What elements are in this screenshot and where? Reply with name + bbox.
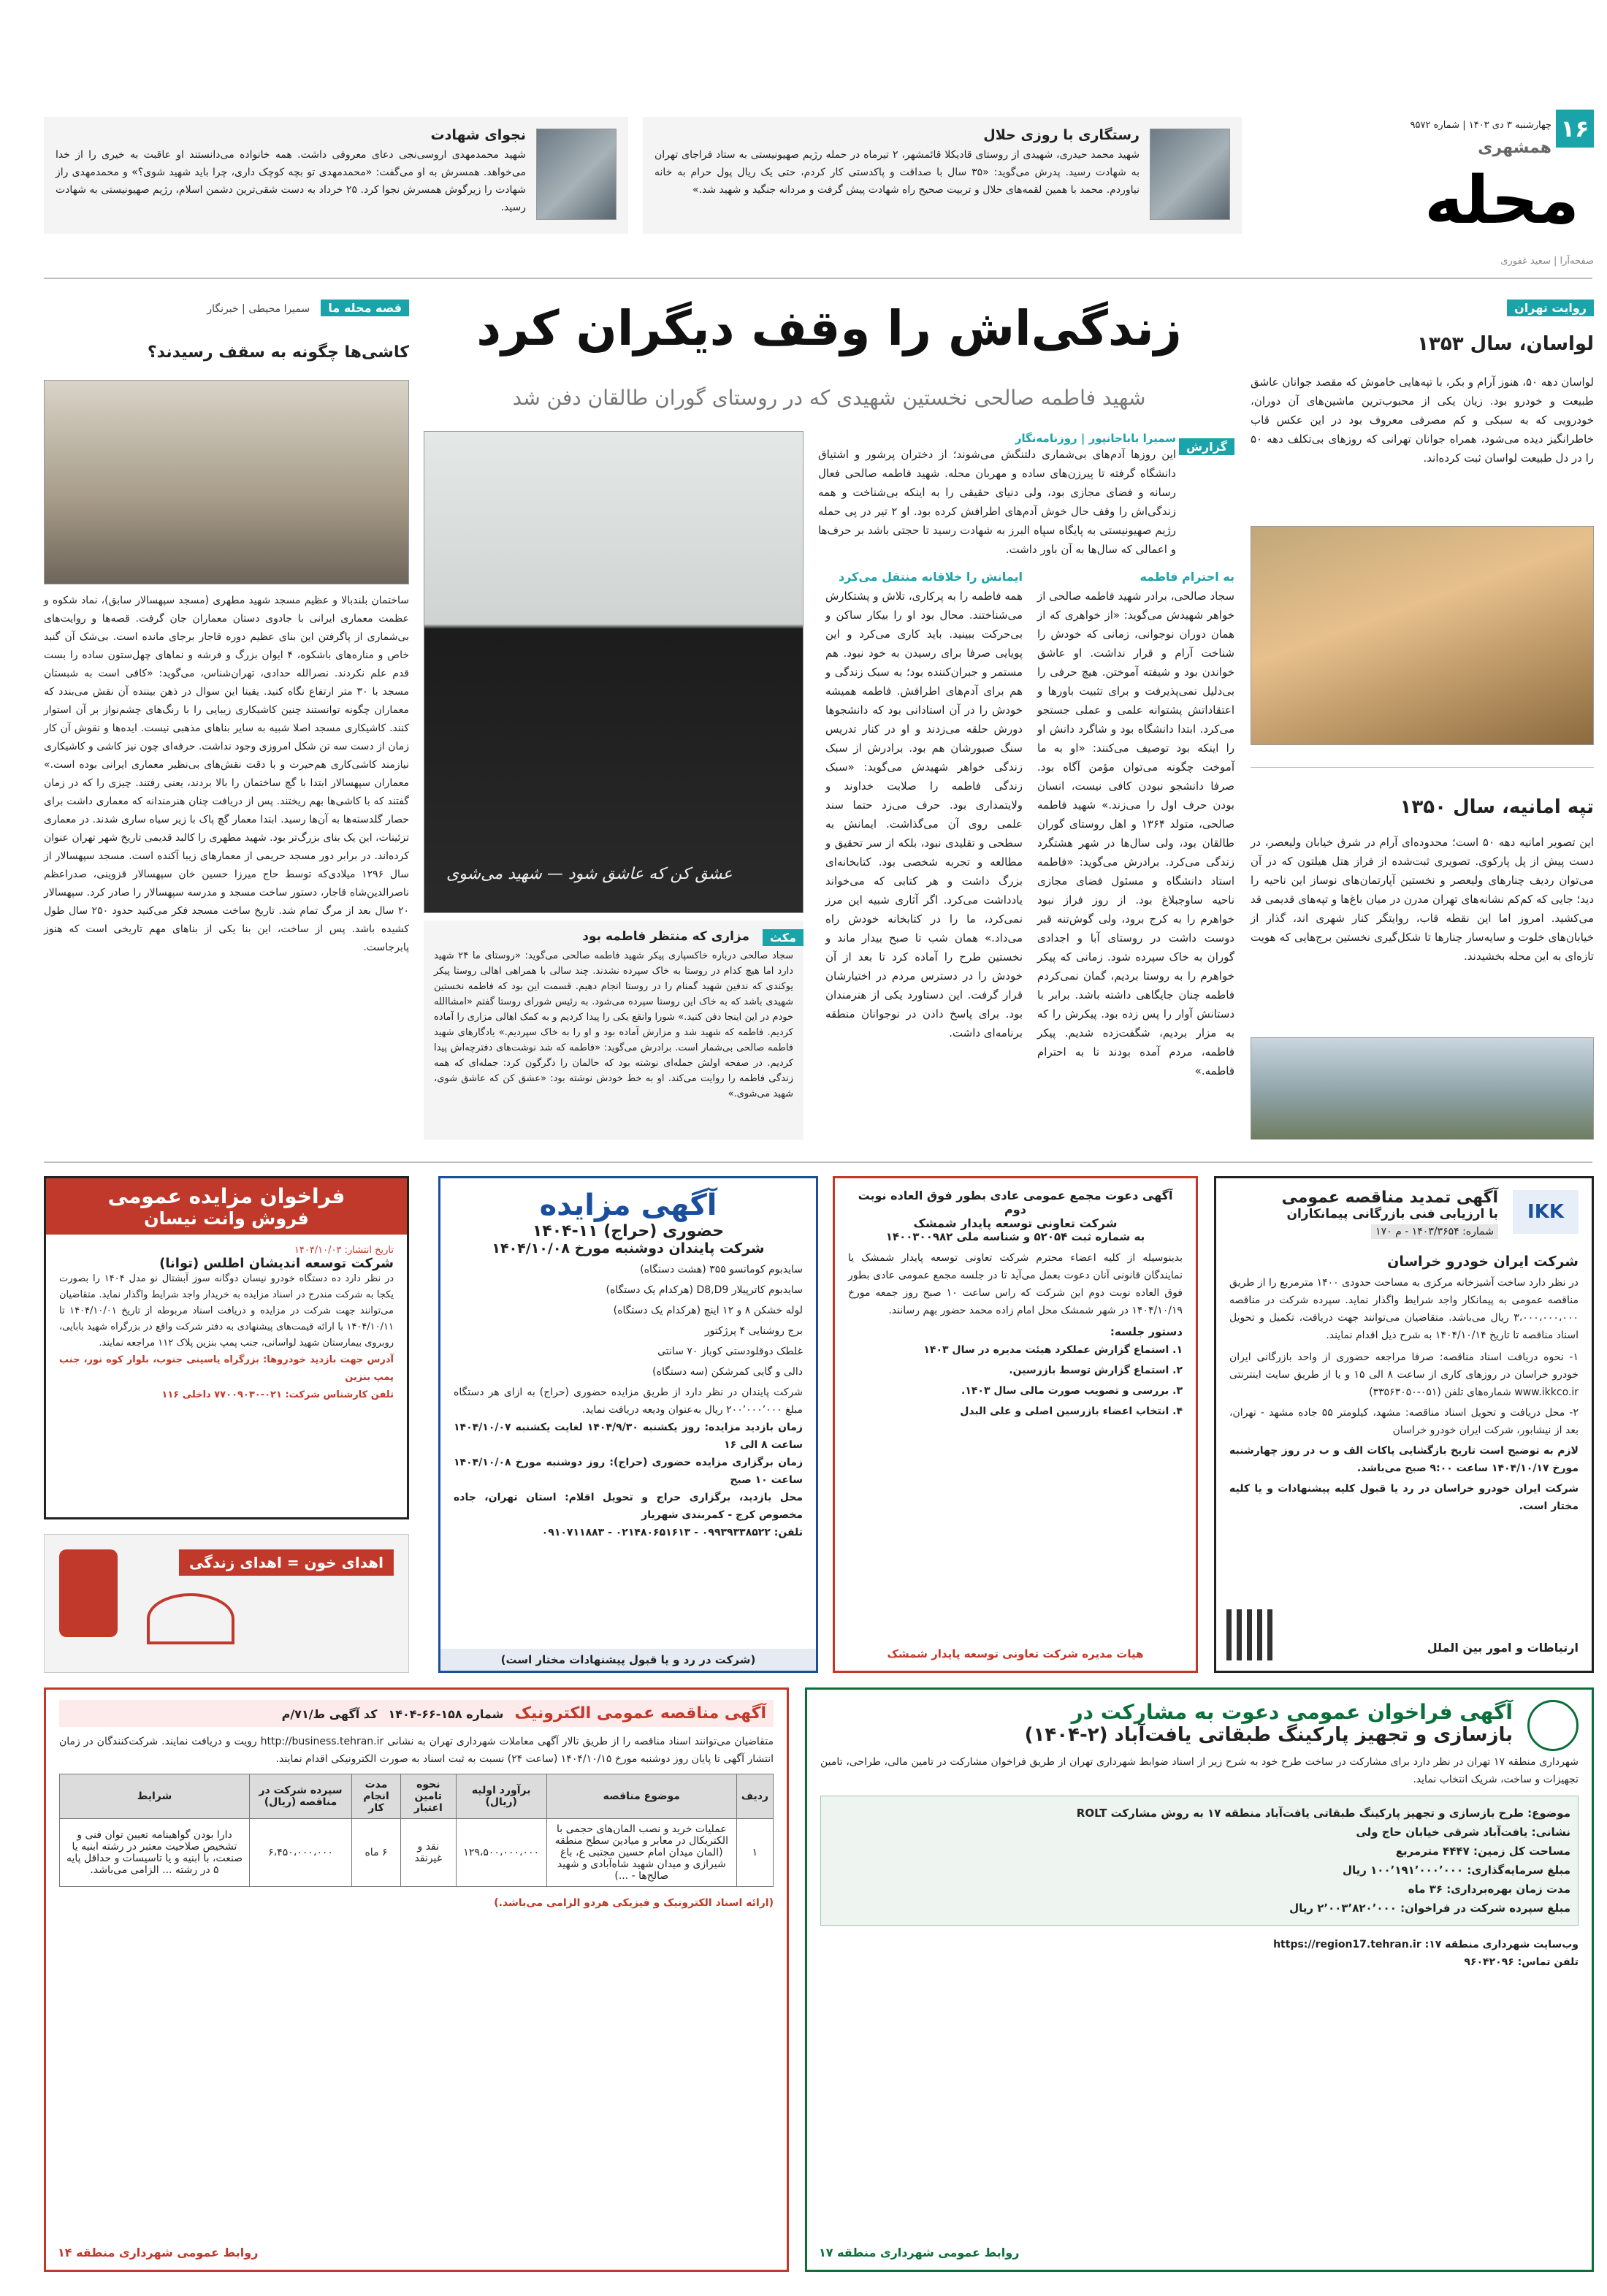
ikk-item: شرکت ایران خودرو خراسان در رد یا قبول کلیه پیشنهادات و یا کلیه مختار است. (1229, 1483, 1579, 1512)
ikk-text: در نظر دارد ساخت آشیزخانه مرکزی به مساحت حدودی ۱۴۰۰ مترمربع را از طریق مناقصه عمومی به پیمانکار واجد شرایط واگذار نماید. سپرده شرکت در مناقصه ۳،۰۰۰،۰۰۰،۰۰۰ ریال می‌باشد. متقاضیان می‌توانند جهت دریافت، تکمیل و تحویل اسناد مناقصه تا تاریخ ۱۴۰۴/۱۰/۱۴ به شرح ذیل اقدام نمایند. (1229, 1277, 1579, 1341)
right-column (1251, 300, 1594, 1140)
left-column-badge: قصه محله ما (321, 300, 409, 316)
ad-ikk-tender (1214, 1176, 1594, 1673)
region17-subject: موضوع: طرح بازسازی و تجهیز پارکینگ طبقاتی یافت‌آباد منطقه ۱۷ به روش مشارکت ROLT (1076, 1807, 1570, 1820)
nissan-title: فراخوان مزایده عمومی (107, 1184, 346, 1208)
section-title: محله (1424, 162, 1579, 239)
auction-time: زمان برگزاری مزایده حضوری (حراج): روز دوشنبه مورخ ۱۴۰۴/۱۰/۰۸ ساعت ۱۰ صبح (454, 1457, 803, 1486)
table-header: موضوع مناقصه (546, 1774, 736, 1819)
ikk-footer: ارتباطات و امور بین الملل (1427, 1641, 1579, 1655)
table-cell: دارا بودن گواهینامه تعیین توان فنی و تشخیص صلاحیت معتبر در رشته ابنیه یا صنعت، با ابنیه و یا تاسیسات و حداقل پایه ۵ در رشته ... الزامی می‌باشد. (60, 1819, 250, 1887)
region17-website[interactable]: وب‌سایت شهرداری منطقه ۱۷: https://region17.tehran.ir (1273, 1939, 1579, 1950)
sepahsalar-mosque-photo (44, 380, 409, 584)
blood-slogan: اهدای خون = اهدای زندگی (179, 1549, 394, 1576)
story2-title: تپه امانیه، سال ۱۳۵۰ (1400, 796, 1594, 818)
region17-area: مساحت کل زمین: ۴۴۴۷ مترمربع (1395, 1845, 1570, 1858)
region14-code: کد آگهی ط/۷۱/م (281, 1707, 378, 1721)
table-header-row (60, 1774, 774, 1819)
region14-footer: روابط عمومی شهرداری منطقه ۱۴ (58, 2246, 259, 2259)
top-box-title: رستگاری با روزی حلال (983, 127, 1140, 143)
martyr-photo-orousi (536, 129, 617, 220)
col1-heading: به احترام فاطمه (1140, 570, 1234, 584)
lavasan-photo (1251, 526, 1594, 745)
auction-items (454, 1261, 803, 1381)
region17-intro: شهرداری منطقه ۱۷ تهران در نظر دارد برای مشارکت در ساخت طرح خود به شرح زیر از اسناد ضوابط شهرداری تهران از طریق فراخوان مشارکت در تامین مالی، طراحی، تامین تجهیزات و ساخت، شریک انتخاب نماید. (820, 1756, 1579, 1785)
ikk-qr-code (1226, 1609, 1278, 1660)
right-column-badge: روایت تهران (1507, 300, 1594, 316)
intro-text: این روزها آدم‌های بی‌شماری دلتنگش می‌شوند؛ از دختران پرشور و اشتیاق دانشگاه گرفته تا پیرزن‌های ساده و مهربان محله. شهید فاطمه صالحی فعال رسانه و فضای مجازی بود، ولی دنیای حقیقی را به اینکه بی‌شناخت و همه زندگی‌اش را وقف حال خوش آدم‌های اطرافش کرده بود. او ۲ تیر در پی حمله رژیم صهیونیستی به پایگاه سپاه البرز به شهادت رسید تا حجتی باشد بر حرف‌ها و اعمالی که سال‌ها به آن باور داشت. (818, 448, 1176, 556)
region17-deposit: مبلغ سپرده شرکت در فراخوان: ۲٬۰۰۳٬۸۲۰٬۰۰۰ ریال (1289, 1902, 1570, 1915)
region17-address: نشانی: یافت‌آباد شرقی خیابان حاج ولی (1356, 1826, 1570, 1839)
ikk-logo: IKK (1513, 1190, 1579, 1234)
ikk-items (1229, 1349, 1579, 1515)
assembly-agenda-title: دستور جلسه: (1110, 1325, 1183, 1338)
region14-table (59, 1774, 774, 1887)
assembly-footer: هیات مدیره شرکت تعاونی توسعه پایدار شمشک (887, 1647, 1144, 1660)
agenda-item: ۱. استماع گزارش عملکرد هیئت مدیره در سال ۱۴۰۳ (923, 1344, 1183, 1356)
assembly-agenda (848, 1341, 1183, 1420)
amanieh-photo (1251, 1037, 1594, 1140)
left-column-header (44, 300, 409, 321)
auction-footer: (شرکت در رد و یا قبول پیشنهادات مختار است) (440, 1649, 816, 1671)
editor-line: صفحه‌آرا | سعید غفوری (1500, 256, 1594, 267)
nissan-visit: آدرس جهت بازدید خودروها: بزرگراه یاسینی جنوب، بلوار کوه نور، جنب پمپ بنزین (59, 1354, 394, 1383)
nissan-text: در نظر دارد ده دستگاه خودرو نیسان دوگانه سوز آبشتال نو مدل ۱۴۰۴ را بصورت یکجا به شرکت مندرج در اسناد مزایده به خریدار واجد شرایط واگذار نماید. متقاضیان می‌توانند جهت شرکت در مزایده و دریافت اسناد مربوطه از تاریخ ۱۴۰۴/۱۰/۰۱ تا ۱۴۰۴/۱۰/۱۱ با ارائه قیمت‌های پیشنهادی به دفتر شرکت واقع در بزرگراه شهید بابایی، روبروی بیمارستان شهید لواسانی، جنب پمپ بنزین پلاک ۱۱۲ مراجعه نمایند. (59, 1273, 394, 1349)
region17-capital: مبلغ سرمایه‌گذاری: ۱۰۰٬۱۹۱٬۰۰۰٬۰۰۰ ریال (1343, 1864, 1570, 1877)
page-number: ۱۶ (1556, 110, 1594, 148)
page-header (1410, 110, 1594, 278)
paper-name: همشهری (1478, 139, 1551, 157)
table-cell: ۶،۴۵۰،۰۰۰،۰۰۰ (250, 1819, 352, 1887)
col1-text: سجاد صالحی، برادر شهید فاطمه صالحی از خواهر شهیدش می‌گوید: «از خواهری که از همان دوران نوجوانی، زمانی که خودش را شناخت آرام و قرار نداشت. او عاشق خواندن بود و شیفته آموختن. هیچ حرفی را بی‌دلیل نمی‌پذیرفت و برای تثبیت باورها و اعتقاداتش پشتوانه علمی و عملی جستجو می‌کرد. ابتدا دانشگاه بود و شاگرد دانش او را اینکه بود توصیف می‌کنند: «او به ما آموخت چگونه می‌توان مؤمن آگاه بود. صرفا دانشجو نبودن کافی نیست، انسان بودن حرف اول را می‌زند.» شهید فاطمه صالحی، متولد ۱۳۶۴ و اهل روستای گوران طالقان بود، ولی سال‌ها در شهر هشتگرد زندگی می‌کرد. برادرش می‌گوید: «فاطمه استاد دانشگاه و مسئول فضای مجازی ناحیه ساوجبلاغ بود. از روز فراز نبود خواهرم را به کرج برود، ولی گوش‌تنه قبر دوست داشت در روستای آبا و اجدادی گوران به خاک سپرده شود. زمانی که پیکر خواهرم را به روستا بردیم، گمان نمی‌کردم فاطمه چنان جایگاهی داشته باشد. برابر با دستانش آوار را پس زده بود. پیکرش را که به مزار بردیم، شگفت‌زده شدیم. پیکر فاطمه، مردم آمده بودند تا به احترام فاطمه.» (1037, 590, 1234, 1078)
table-cell: ۱۲۹،۵۰۰،۰۰۰،۰۰۰ (456, 1819, 546, 1887)
nissan-phone: تلفن کارشناس شرکت: ۰۲۱-۷۷۰۰۹۰۳۰ داخلی ۱۱۶ (161, 1389, 394, 1400)
top-box-title: نجوای شهادت (430, 127, 526, 143)
martyr-photo-heidari (1150, 129, 1230, 220)
ikk-ref: شماره: ۱۴۰۳/۳۶۵۴ - م ۱۷۰ (1371, 1224, 1498, 1239)
story1-text: لواسان دهه ۵۰، هنوز آرام و بکر، با تپه‌هایی خاموش که مقصد جوانان عاشق طبیعت و خودرو بود. زیان یکی از محبوب‌ترین ماشین‌های آن دوران، خودرویی که به سبکی و کم مصرفی معروف بود در این عکس قاب خاطرانگیز دیده می‌شود، همراه جوانان تهرانی که روزهای بی‌تکلف دهه ۵۰ را در دل طبیعت لواسان ثبت کرده‌اند. (1251, 375, 1594, 465)
region14-title: آگهی مناقصه عمومی الکترونیک (514, 1704, 766, 1723)
table-row (60, 1819, 774, 1887)
left-column-text: ساختمان بلندبالا و عظیم مسجد شهید مطهری (مسجد سپهسالار سابق)، نماد شکوه و عظمت معماری ایرانی با جادوی دستان معماران جان گرفت. قصه‌ها و روایت‌های بی‌شماری از پاگرفتن این بنای عظیم دوره قاجار برجای مانده است. بی‌شک آن گنبد خاص و مناره‌های باشکوه، ۴ ایوان بزرگ و فرشه و نماهای چهل‌ستون ساده را بست قدم علم نکردند. نصرالله حدادی، تهران‌شناس، می‌گوید: «کافی است به شبستان مسجد با ۳۰ متر ارتفاع نگاه کنید. یقینا این سوال در ذهن بیننده آن نقش می‌بندد که معماران چگونه توانستند چنین کاشیکاری زیبایی را با رنگ‌های چشم‌نواز بر آن استوار کنند. کاشیکاری مسجد اصلا شبیه به سایر بناهای مذهبی نیست. ایده‌ها و نقوش آن کار زمان از دست سه تن شکل امروزی وجود نداشت. حرفه‌ای چون نیز کاشی و کاشیکاری نیازمند کاشی‌کاری هم‌حیرت و با دقت نقش‌های بی‌نظیر معماری ایرانی بوده است.» معماران سپهسالار ابتدا با گچ ساختمان را بالا بردند، یعنی رفتند. چیزی را که در زمان گفتند که با کاشی‌ها بهم ریختند. پس از دریافت چنان هنرمندانه که معماری داشت برای حصار گلدسته‌ها به آن‌ها رسید. ابتدا معمار گچ پاک با زیر سیاه ساری شدند. در معماری تزئینات، این یک بنای بزرگ‌تر بود. شهید مطهری را کالبد قدیمی تاریخ شهر تهران عنوان کرده‌اند. در برابر دور مسجد حریمی از معمارهای زیبا آکنده است. مسجد سپهسالار از سال ۱۲۹۶ میلادی‌که توسط حاج میرزا حسین خان سپهسالار قزوینی، صدراعظم ناصرالدین‌شاه قاجار، دستور ساخت مسجد و مدرسه سپهسالار را صادر کرد. سپهسالار ۲۰ سال بعد از مرگ تمام شد. تاریخ ساخت مسجد فکر می‌کنید حدود ۲۵۰ سال طول کشیده باشد. پس از ساخت، این بنا یکی از بناهای مهم تاریخی است که هنوز پابرجاست. (44, 595, 410, 953)
auction-title: آگهی مزایده (539, 1189, 717, 1222)
sidebar-title: مزاری که منتظر فاطمه بود (582, 929, 749, 944)
main-subheadline: شهید فاطمه صالحی نخستین شهیدی که در روستای گوران طالقان دفن شد (512, 386, 1146, 410)
auction-company: شرکت پایندان دوشنبه مورخ ۱۴۰۴/۱۰/۰۸ (492, 1240, 765, 1256)
blood-donation-banner (44, 1534, 409, 1673)
table-cell: ۱ (736, 1819, 773, 1887)
sidebar-text: سجاد صالحی درباره خاکسپاری پیکر شهید فاطمه صالحی می‌گوید: «روستای ما ۲۴ شهید دارد اما هیچ کدام در روستا به خاک سپرده نشدند. چند سالی با همراهی اهالی روستا پیکر یوکندی که ندفین شهید گمنام را در روستا انجام دهیم. قسمت این بود که فاطمه نخستین شهیدی باشد که به خاک این روستا سپرده می‌شود. به رئیس شورای روستا گفتم «امشاالله خودم در این اینجا دفن کنید.» شورا وانقع یکی را پیدا کردیم و به کمک اهالی مزاری را آماده کردیم. فاطمه که شهید شد و مزارش آماده بود و او را به خاک سپردیم.» یادگارهای شهید فاطمه صالحی بی‌شمار است. برادرش می‌گوید: «فاطمه که شد نوشت‌های دفترچه‌اش پیدا کردیم. در صفحه اولش جمله‌ای نوشته بود که حالمان را دگرگون کرد: جمله‌ای که همه زندگی فاطمه را روایت می‌کند. او به خط خودش نوشته بود: «عشق کن که عاشق شوی، شهید می‌شوی.» (434, 950, 793, 1099)
assembly-subtitle: شرکت تعاونی توسعه پایدار شمشک (913, 1216, 1118, 1230)
byline: سمیرا باباجانپور | روزنامه‌نگار (1015, 432, 1176, 445)
auction-item: سایدبوم کوماتسو ۳۵۵ (هشت دستگاه) (640, 1264, 803, 1275)
story1-title: لواسان، سال ۱۳۵۳ (1417, 333, 1594, 355)
region14-text: متقاضیان می‌توانند اسناد مناقصه را از طریق تالار آگهی معاملات شهرداری تهران به نشانی http://business.tehran.ir رویت و دریافت نمایند. شرکت‌کنندگان در زمان انتشار آگهی تا پایان روز دوشنبه مورخ ۱۴۰۴/۱۰/۱۵ (ساعت ۲۴) نسبت به ثبت اسناد به صورت الکترونیکی اقدام نمایند. (59, 1736, 774, 1765)
left-column-title: کاشی‌ها چگونه به سقف رسیدند؟ (147, 343, 409, 362)
blood-bag-icon (59, 1549, 118, 1637)
table-cell: ۶ ماه (352, 1819, 401, 1887)
left-column-byline: سمیرا محیطی | خبرنگار (207, 303, 310, 315)
ad-shemshak-assembly (833, 1176, 1198, 1673)
table-header: مدت انجام کار (352, 1774, 401, 1819)
table-header: شرایط (60, 1774, 250, 1819)
region17-subtitle: بازسازی و تجهیز پارکینگ طبقاتی یافت‌آباد (۲-۱۴۰۴) (1024, 1724, 1513, 1746)
region17-term: مدت زمان بهره‌برداری: ۳۶ ماه (1408, 1883, 1570, 1896)
nissan-date: تاریخ انتشار: ۱۴۰۴/۱۰/۰۳ (294, 1245, 394, 1256)
fatemeh-salehi-portrait (424, 431, 804, 913)
tehran-municipality-logo (1527, 1700, 1579, 1751)
ikk-item: ۱- نحوه دریافت اسناد مناقصه: صرفا مراجعه حضوری از واحد بازرگانی ایران خودرو خراسان در روزهای کاری از ساعت ۸ الی ۱۵ و یا از طریق سایت اینترنتی www.ikkco.ir شماره‌های تلفن (۰۵۱-۳۳۵۶۳۰۵۰) (1229, 1351, 1579, 1398)
region17-title: آگهی فراخوان عمومی دعوت به مشارکت در (1071, 1700, 1513, 1724)
assembly-title: آگهی دعوت مجمع عمومی عادی بطور فوق العاده نوبت دوم (858, 1189, 1173, 1216)
blood-heart-icon (147, 1593, 234, 1644)
region17-footer: روابط عمومی شهرداری منطقه ۱۷ (819, 2246, 1020, 2259)
region14-note: (ارائه اسناد الکترونیک و فیزیکی هردو الزامی می‌باشد.) (494, 1897, 774, 1909)
ad-region14-tender (44, 1687, 789, 2272)
region14-number: شماره ۱۵۸-۶۶-۱۴۰۴ (388, 1707, 504, 1721)
left-column (44, 300, 409, 1147)
auction-item: غلطک دوقلودستی کوباز ۷۰ سانتی (657, 1346, 803, 1357)
auction-visit: زمان بازدید مزایده: روز یکشنبه ۱۴۰۴/۹/۳۰ لغایت یکشنبه ۱۴۰۴/۱۰/۰۷ ساعت ۸ الی ۱۶ (454, 1422, 803, 1451)
col2-text: همه فاطمه را به پرکاری، تلاش و پشتکارش می‌شناختند. محال بود او را بیکار ساکن و بی‌حرکت ببینید. باید کاری می‌کرد و این پویایی صرفا برای رسیدن به خود نبود. هم مستمر و جبران‌کننده بود؛ به سبک زندگی و هم برای آدم‌های اطرافش. فاطمه همیشه خودش را در آن استادانی بود که دانشجوها دورش حلقه می‌زدند و او در کنار تدریس سنگ صبورشان هم بود. برادرش از سبک زندگی خواهر شهیدش می‌گوید: «سبک زندگی فاطمه را صلابت خداوند و ولایتمداری بود. حرف می‌زد حتما سند علمی روی آن می‌گذاشت. ایمانش به سطحی و تقلیدی نبود، بلکه از سر تحقیق و مطالعه و تجربه شخصی بود. کتابخانه‌ای بزرگ داشت و هر کتابی که می‌خواند یادداشت می‌کرد. اگر آثاری شبیه این مرز نمی‌کرد، ما را در کتابخانه خودش راه می‌داد.» همان شب تا صبح بیدار ماند و نخستین طرح را آماده کرد تا بعد از آن خودش را در دسترس مردم در اختیارشان قرار گرفت. این دستاورد یکی از هنرمندان بود. برای پاسخ دادن در نوجوانان منطقه برنامه‌ای داشت. (825, 590, 1023, 1040)
report-badge: گزارش (1179, 438, 1234, 455)
table-header: برآورد اولیه (ریال) (456, 1774, 546, 1819)
region14-header (59, 1700, 774, 1727)
agenda-item: ۳. بررسی و تصویب صورت مالی سال ۱۴۰۳. (961, 1385, 1183, 1397)
assembly-reg: به شماره ثبت ۵۲۰۵۴ و شناسه ملی ۱۴۰۰۳۰۰۹۸۲ (885, 1230, 1145, 1243)
nissan-company: شرکت توسعه اندیشان اطلس (توانا) (159, 1256, 394, 1271)
auction-place: محل بازدید، برگزاری حراج و تحویل اقلام: استان تهران، جاده مخصوص کرج - کمربندی شهریار (454, 1492, 803, 1521)
nissan-title-banner (46, 1178, 407, 1235)
agenda-item: ۴. انتخاب اعضاء بازرسین اصلی و علی البدل (960, 1406, 1183, 1417)
date-line: چهارشنبه ۳ دی ۱۴۰۳ | شماره ۹۵۷۲ (1410, 120, 1551, 131)
ad-region17-tender (805, 1687, 1594, 2272)
assembly-text: بدینوسیله از کلیه اعضاء محترم شرکت تعاونی توسعه پایدار شمشک یا نمایندگان قانونی آنان دعوت بعمل می‌آید تا در جلسه مجمع عمومی عادی بطور فوق العاده نوبت دوم این شرکت که راس ساعت ۱۰ صبح روز جمعه مورخ ۱۴۰۴/۱۰/۱۹ در شهر شمشک محل امام زاده محمد حضور بهم رسانند. (848, 1252, 1183, 1316)
nissan-subtitle: فروش وانت نیسان (144, 1208, 309, 1229)
top-box-text: شهید محمد حیدری، شهیدی از روستای قادیکلا قائمشهر، ۲ تیرماه در حمله رژیم صهیونیستی به ستاد فراجای تهران به شهادت رسید. پدرش می‌گوید: «۳۵ سال با صداقت و پاکدستی کار کردم، حتی یک ریال پول حرام به خانه نیاوردم. محمد با همین لقمه‌های حلال و تربیت صحیح راه شهادت پیش گرفت و مردانه جنگید و شهید شد.» (654, 149, 1140, 196)
story2-text: این تصویر امانیه دهه ۵۰ است؛ محدوده‌ای آرام در شرق خیابان ولیعصر، در دست پیش از پل پارکوی. تصویری ثبت‌شده از فراز هتل هیلتون که در آن می‌توان ردیف چنارهای ولیعصر و نخستین آپارتمان‌های نوساز این ناحیه را دید؛ جایی که کم‌کم نشانه‌های تهران مدرن در میان باغ‌ها و تپه‌های قدیمی قد می‌کشید. امروز اما این نقطه قاب، روایتگر کنار شهری اند، گذار از خیابان‌های خلوت و سایه‌سار چنارها تا شکل‌گیری نخستین برج‌هایی که هویت تازه‌ای به این محله بخشیدند. (1251, 836, 1594, 963)
table-header: نحوه تامین اعتبار (401, 1774, 457, 1819)
sidebar-box (424, 920, 804, 1140)
table-header: ردیف (736, 1774, 773, 1819)
ikk-subtitle: با ارزیابی فنی بازرگانی پیمانکاران (1286, 1207, 1498, 1221)
ikk-item: لازم به توضیح است تاریخ بازگشایی پاکات الف و ب در روز چهارشنبه مورخ ۱۴۰۴/۱۰/۱۷ ساعت ۹:۰۰ صبح می‌باشد. (1229, 1445, 1579, 1474)
ad-nissan-auction (44, 1176, 409, 1519)
ikk-company: شرکت ایران خودرو خراسان (1387, 1254, 1579, 1270)
ikk-title: آگهی تمدید مناقصه عمومی (1281, 1189, 1498, 1207)
ad-payandan-auction (438, 1176, 818, 1673)
region17-phone: تلفن تماس: ۹۶۰۴۲۰۹۶ (1464, 1956, 1579, 1968)
auction-phone: تلفن: ۰۹۹۳۹۳۳۸۵۲۲ - ۰۲۱۴۸۰۶۵۱۶۱۳ - ۰۹۱۰۷۱۱۸۸۳ (541, 1527, 803, 1538)
table-cell: نقد و غیرنقد (401, 1819, 457, 1887)
auction-item: دالی و گایی کمرشکن (سه دستگاه) (652, 1366, 803, 1378)
ikk-item: ۲- محل دریافت و تحویل اسناد مناقصه: مشهد، کیلومتر ۵۵ جاده مشهد - تهران، بعد از نیشابور، شرکت ایران خودرو خراسان (1229, 1407, 1579, 1436)
agenda-item: ۲. استماع گزارش توسط بازرسین. (1009, 1365, 1183, 1376)
sidebar-badge: مکث (763, 929, 804, 946)
auction-text: شرکت پایندان در نظر دارد از طریق مزایده حضوری (حراج) به ازای هر دستگاه مبلغ ۲۰۰٬۰۰۰٬۰۰۰ ریال به‌عنوان ودیعه دریافت نماید. (454, 1387, 803, 1416)
col2-heading: ایمانش را خلاقانه منتقل می‌کرد (838, 570, 1023, 584)
auction-item: سایدبوم کاترپیلار D8,D9 (هرکدام یک دستگاه) (606, 1284, 803, 1296)
table-cell: عملیات خرید و نصب المان‌های حجمی با الکتریکال در معابر و میادین سطح منطقه (المان میدان امام حسین مجتبی ع، باغ شیرازی و میدان شهید شاه‌آبادی و شهید صالح‌ها - ...) (546, 1819, 736, 1887)
auction-item: برج روشنایی ۴ پرژکتور (704, 1325, 803, 1337)
auction-subtitle: حضوری (حراج) ۱۱-۱۴۰۴ (532, 1222, 725, 1240)
portrait-caption: عشق کن که عاشق شود — شهید می‌شوی (446, 865, 733, 883)
top-box-halal (643, 117, 1242, 234)
top-box-najva (44, 117, 628, 234)
table-header: سپرده شرکت در مناقصه (ریال) (250, 1774, 352, 1819)
auction-item: لوله خشکن ۸ و ۱۲ اینچ (هرکدام یک دستگاه) (613, 1305, 803, 1316)
region17-details (820, 1796, 1579, 1926)
main-story (424, 292, 1234, 1147)
main-headline: زندگی‌اش را وقف دیگران کرد (476, 300, 1182, 356)
top-box-text: شهید محمدمهدی اروسی‌نجی دعای معروفی داشت. همه خانواده می‌دانستند او عاقبت به خیری را از خدا می‌خواهد. همسرش به او می‌گفت: «محمدمهدی تو بچه کوچک داری، چرا باید شهید شوی؟» و محمدمهدی راز شهادت را زیرگوش همسرش نجوا کرد. ۲۵ خرداد به دست شقی‌ترین دشمن اسلام، رژیم صهیونیستی به شهادت رسید. (56, 149, 526, 213)
